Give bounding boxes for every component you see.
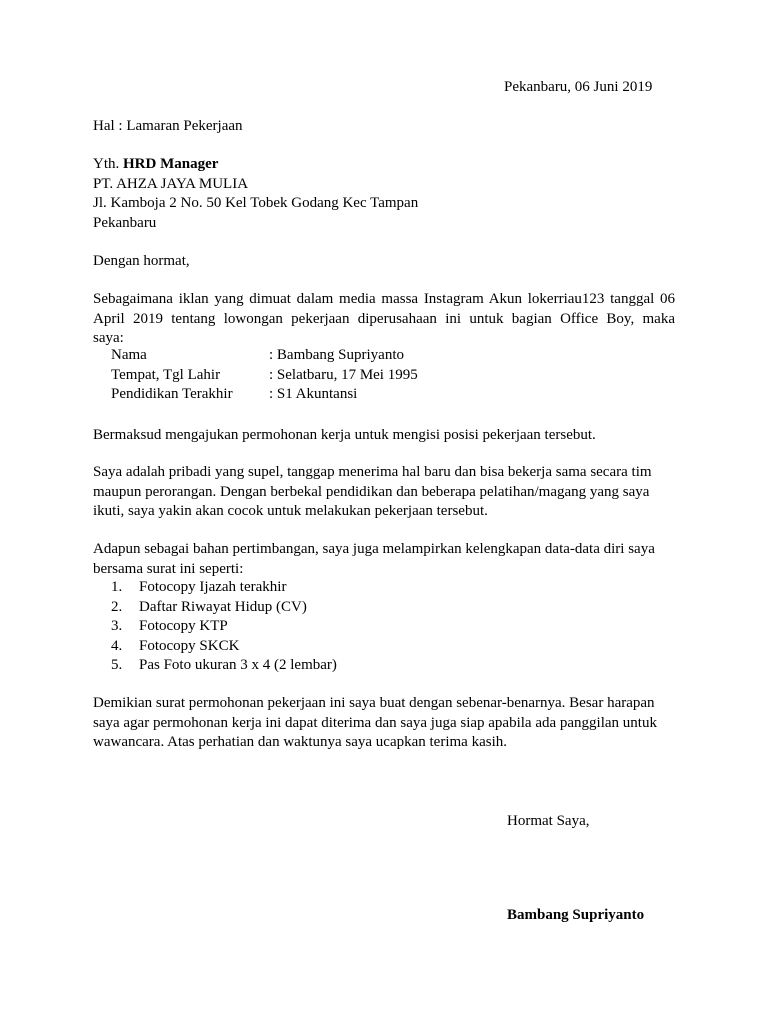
list-text: Fotocopy Ijazah terakhir [139, 579, 287, 595]
list-number: 2. [111, 598, 123, 615]
recipient-title: HRD Manager [123, 156, 219, 172]
closing-paragraph: Demikian surat permohonan pekerjaan ini saya buat dengan sebenar-benarnya. Besar harapan saya agar permohonan kerja ini dapat diterima dan saya juga siap apabila ada panggilan untuk wawancara. Atas perhatian dan waktunya saya ucapkan terima kasih. [93, 695, 657, 750]
intro-paragraph [93, 290, 675, 349]
recipient-title-line [93, 155, 418, 175]
field-value: : S1 Akuntansi [269, 386, 358, 402]
list-text: Fotocopy KTP [139, 618, 228, 634]
signature-name: Bambang Supriyanto [507, 907, 645, 923]
list-item [111, 656, 337, 676]
recipient-city: Pekanbaru [93, 214, 157, 231]
self-description-paragraph: Saya adalah pribadi yang supel, tanggap menerima hal baru dan bisa bekerja sama secara tim maupun perorangan. Dengan berbekal pendidikan dan beberapa pelatihan/magang yang saya ikuti, saya yakin akan cocok untuk melakukan pekerjaan tersebut. [93, 464, 652, 519]
field-row-nama [111, 346, 418, 366]
list-item [111, 637, 337, 657]
field-label: Pendidikan Terakhir [111, 386, 233, 402]
recipient-block [93, 155, 418, 233]
field-row-birth [111, 366, 418, 386]
intro-line: saya: [93, 330, 124, 346]
field-row-education [111, 385, 418, 405]
list-number: 4. [111, 637, 123, 654]
field-value: : Bambang Supriyanto [269, 347, 404, 363]
list-item [111, 617, 337, 637]
recipient-salutation: Yth. [93, 156, 123, 172]
list-text: Daftar Riwayat Hidup (CV) [139, 598, 307, 615]
applicant-fields [111, 346, 418, 405]
list-text: Pas Foto ukuran 3 x 4 (2 lembar) [139, 657, 337, 673]
list-item [111, 598, 337, 618]
list-item [111, 578, 337, 598]
attachments-list [111, 578, 337, 676]
field-label: Tempat, Tgl Lahir [111, 366, 221, 383]
recipient-address: Jl. Kamboja 2 No. 50 Kel Tobek Godang Kec Tampan [93, 195, 419, 211]
list-number: 5. [111, 657, 123, 673]
letter-date: Pekanbaru, 06 Juni 2019 [504, 79, 653, 95]
purpose-paragraph: Bermaksud mengajukan permohonan kerja untuk mengisi posisi pekerjaan tersebut. [93, 427, 596, 443]
list-text: Fotocopy SKCK [139, 637, 240, 654]
greeting: Dengan hormat, [93, 253, 190, 269]
attachments-intro-paragraph: Adapun sebagai bahan pertimbangan, saya juga melampirkan kelengkapan data-data diri saya bersama surat ini seperti: [93, 541, 655, 577]
intro-line: Sebagaimana iklan yang dimuat dalam media massa Instagram Akun lokerriau123 tanggal 06 [93, 291, 675, 307]
list-number: 1. [111, 579, 123, 595]
field-value: : Selatbaru, 17 Mei 1995 [269, 366, 418, 383]
recipient-company: PT. AHZA JAYA MULIA [93, 175, 249, 192]
closing-salutation: Hormat Saya, [507, 813, 590, 829]
letter-subject: Hal : Lamaran Pekerjaan [93, 118, 243, 134]
list-number: 3. [111, 618, 123, 634]
intro-line: April 2019 tentang lowongan pekerjaan diperusahaan ini untuk bagian Office Boy, maka [93, 310, 675, 327]
field-label: Nama [111, 347, 147, 363]
